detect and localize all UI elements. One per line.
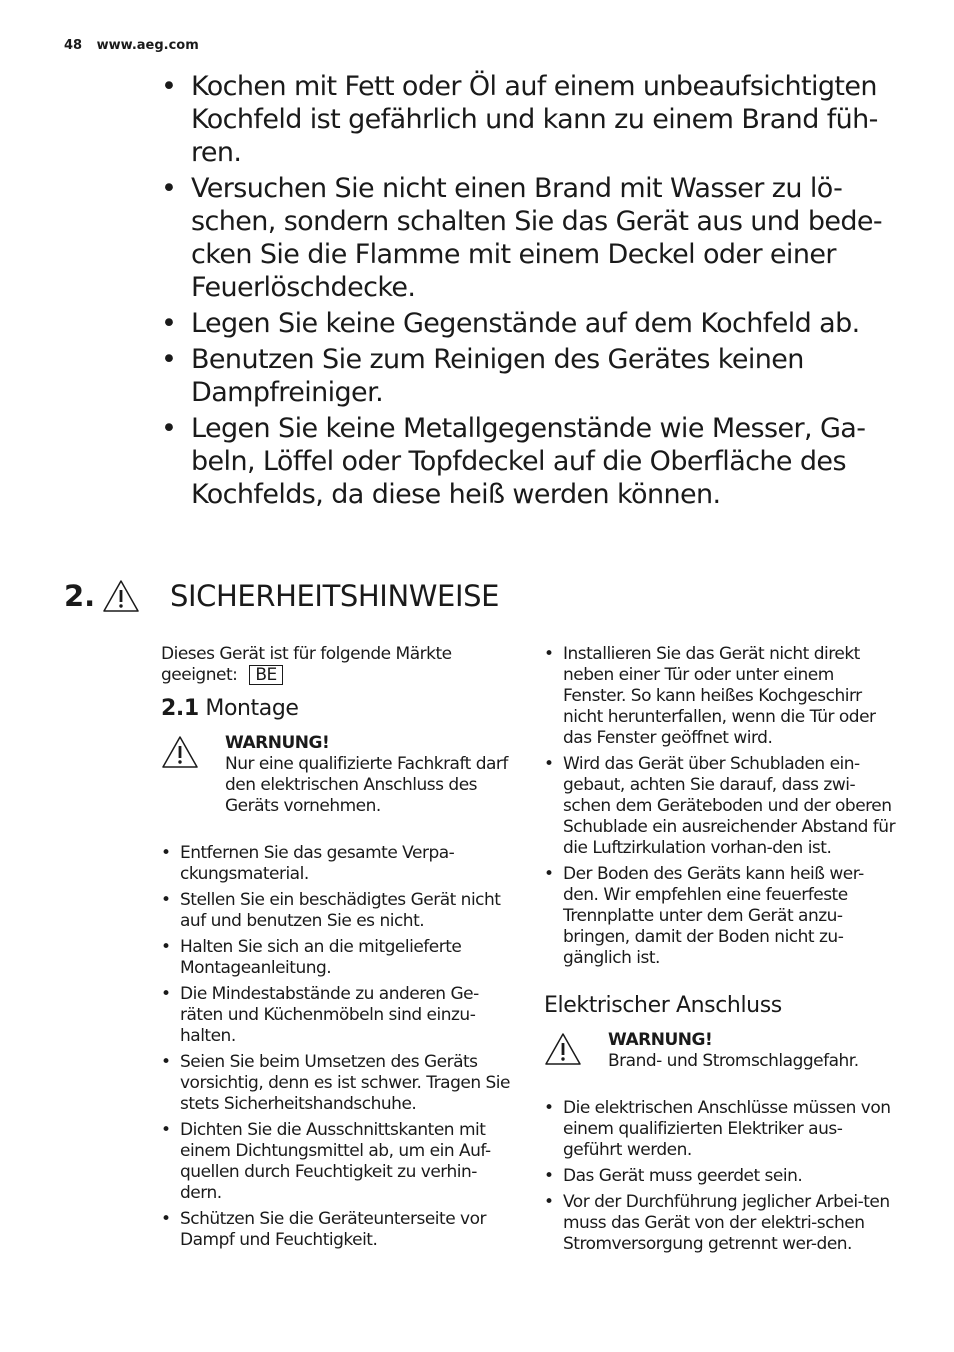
section-heading <box>64 574 499 618</box>
top-bullet-list <box>161 70 901 514</box>
list-item: • Schützen Sie die Geräteunterseite vor Dampf und Feuchtigkeit. <box>161 1209 515 1251</box>
list-item: • Wird das Gerät über Schubladen ein-gebaut, achten Sie darauf, dass zwi-schen dem Geräteboden und der oberen Schublade ein ausreichender Abstand für die Luftzirkulation vorhan-den ist. <box>544 754 898 859</box>
top-bullet: • Legen Sie keine Gegenstände auf dem Kochfeld ab. <box>161 307 901 340</box>
list-item: • Dichten Sie die Ausschnittskanten mit einem Dichtungsmittel ab, um ein Auf-quellen durch Feuchtigkeit zu verhin-dern. <box>161 1120 515 1204</box>
warning-title: WARNUNG! <box>225 733 330 753</box>
montage-list-continued <box>544 644 898 969</box>
list-item: • Vor der Durchführung jeglicher Arbei-ten muss das Gerät von der elektri-schen Stromversorgung getrennt wer-den. <box>544 1192 898 1255</box>
list-item: • Entfernen Sie das gesamte Verpa-ckungsmaterial. <box>161 843 515 885</box>
section-title: SICHERHEITSHINWEISE <box>170 579 500 613</box>
subsection-heading-montage <box>161 698 515 719</box>
market-intro-text: Dieses Gerät ist für folgende Märkte geeignet: <box>161 644 452 685</box>
list-item: • Stellen Sie ein beschädigtes Gerät nicht auf und benutzen Sie es nicht. <box>161 890 515 932</box>
left-column <box>161 644 515 1256</box>
warning-text: Brand- und Stromschlaggefahr. <box>608 1051 859 1071</box>
montage-list <box>161 843 515 1251</box>
section-number: 2. <box>64 579 96 613</box>
warning-title: WARNUNG! <box>608 1030 713 1050</box>
warning-block-montage <box>161 733 515 817</box>
warning-triangle-icon <box>161 735 199 769</box>
subsection-heading-electrical: Elektrischer Anschluss <box>544 993 782 1018</box>
page-header <box>64 38 199 53</box>
subsection-number: 2.1 <box>161 696 199 721</box>
list-item: • Die elektrischen Anschlüsse müssen von einem qualifizierten Elektriker aus-geführt werden. <box>544 1098 898 1161</box>
right-column <box>544 644 898 1260</box>
top-bullet: • Benutzen Sie zum Reinigen des Gerätes keinen Dampfreiniger. <box>161 343 901 409</box>
top-bullet: • Legen Sie keine Metallgegenstände wie Messer, Ga-beln, Löffel oder Topfdeckel auf die Oberfläche des Kochfelds, da diese heiß werden können. <box>161 412 901 511</box>
warning-text: Nur eine qualifizierte Fachkraft darf den elektrischen Anschluss des Geräts vornehmen. <box>225 754 508 816</box>
top-bullet: • Versuchen Sie nicht einen Brand mit Wasser zu lö-schen, sondern schalten Sie das Gerät aus und bede-cken Sie die Flamme mit einem Deckel oder einer Feuerlöschdecke. <box>161 172 901 304</box>
warning-triangle-icon <box>102 579 140 613</box>
list-item: • Das Gerät muss geerdet sein. <box>544 1166 898 1187</box>
warning-triangle-icon <box>544 1032 582 1066</box>
list-item: • Seien Sie beim Umsetzen des Geräts vorsichtig, denn es ist schwer. Tragen Sie stets Sicherheitshandschuhe. <box>161 1052 515 1115</box>
list-item: • Die Mindestabstände zu anderen Ge-räten und Küchenmöbeln sind einzu-halten. <box>161 984 515 1047</box>
subsection-title: Montage <box>205 696 299 721</box>
list-item: • Der Boden des Geräts kann heiß wer-den. Wir empfehlen eine feuerfeste Trennplatte unter dem Gerät anzu-bringen, damit der Boden nicht zu-gänglich ist. <box>544 864 898 969</box>
page-number: 48 <box>64 38 83 53</box>
header-url: www.aeg.com <box>96 38 199 53</box>
market-code-box: BE <box>249 665 282 685</box>
list-item: • Installieren Sie das Gerät nicht direkt neben einer Tür oder unter einem Fenster. So kann heißes Kochgeschirr nicht herunterfallen, wenn die Tür oder das Fenster geöffnet wird. <box>544 644 898 749</box>
top-bullet: • Kochen mit Fett oder Öl auf einem unbeaufsichtigten Kochfeld ist gefährlich und kann zu einem Brand füh-ren. <box>161 70 901 169</box>
market-intro <box>161 644 515 686</box>
electrical-list <box>544 1098 898 1255</box>
warning-block-electrical <box>544 1030 898 1072</box>
list-item: • Halten Sie sich an die mitgelieferte Montageanleitung. <box>161 937 515 979</box>
